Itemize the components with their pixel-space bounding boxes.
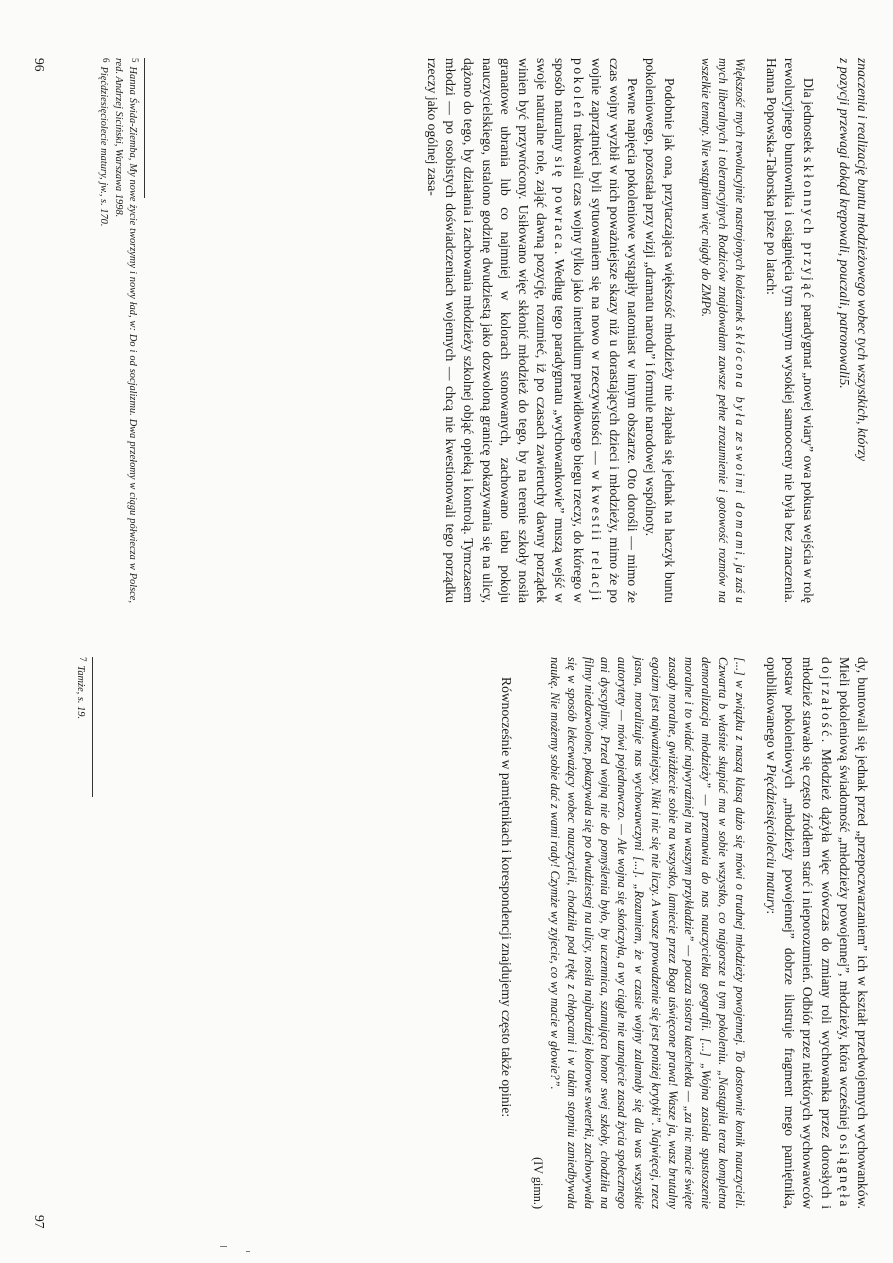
paragraph-final: Równocześnie w pamiętnikach i korespondencji znajdujemy często także opinie: (499, 677, 515, 1118)
intro-line-2: z pozycji przewagi dokąd krępowali, pouczali, patronowali5. (836, 58, 852, 389)
left-text-block (423, 58, 871, 603)
right-page (0, 632, 893, 1263)
intro-line-1: znaczenia i realizację buntu młodzieżowego wobec tych wszystkich, którzy (855, 58, 870, 462)
scan-speck (220, 1246, 227, 1247)
left-page (0, 0, 893, 630)
footnote-7: 7Tamże, s. 19. (75, 657, 88, 720)
quote-signature: (IV gimn.) (531, 1157, 546, 1209)
footnote-rule-right (92, 657, 93, 797)
footnote-6: 6Pięćdziesięciolecie matury, jw., s. 170. (97, 58, 111, 227)
right-text-block (497, 657, 871, 1209)
scan-speck (246, 1251, 250, 1252)
footnotes (96, 58, 141, 603)
page-number-right: 97 (32, 1215, 47, 1229)
paragraph-2: Podobnie jak ona, przytaczająca większość młodzieży nie złapała się jednak na haczyk buntu pokoleniowego, pozostała przy wizji „dramatu narodu” i formule narodowej wspólnoty. (643, 58, 677, 603)
block-quote-2: [...] w związku z naszą klasą dużo się mówi o trudnej młodzieży powojennej. To dostownie konik nauczycieli. Czwarta b właśnie skupiać ma w sobie wszystko, co najgorsze u tym pokoleniu. „Nastąpiła teraz kompletna demoralizacja młodzieży” — przemawia do nas nauczycielka geografii. [...] „Wojna zasiała spustoszenie moralne i to widać najwyraźniej na waszym przykładzie” — poucza siostra katechetka — „za nic macie święte zasady moralne, gwiżdżecie sobie na wszystko, lamiecie przez Boga uświęcone prawa! Wasze ja, wasz brutalny egoizm jest najważniejszy. Nikt i nic się nie liczy. A wasze prowadzenie się jest poniżej krytyki”. Najwięcej, rzecz jasna, moralizuje nas wychowawczyni [...]. „Rozumiem, że w czasie wojny zalamały się dla was wszystkie autorytety — mówi pojednawczo. — Ale wojna się skończyła, a wy ciągle nie uznajecie zasad życia społecznego ani dyscypliny. Przed wojną nie do pomyślenia było, by uczennica, szanująca honor swej szkoły, chodziła na filmy niedozwolone, pokazywała się po dwudziestej na ulicy, nosiła najbardziej kolorowe sweterki, zachowywała się w sposób lekceważący wobec nauczycieli, chodziła pod rękę z chłopcami i w takim stopniu zaniedbywała naukę. Nie możemy sobie dać z wami rady! Czymże wy zyjecie, co wy macie w głowie?”. (548, 657, 747, 1209)
page-number-left: 96 (32, 58, 47, 72)
footnote-5: 5Hanna Świda-Ziemba, My nowe życie tworzymy i nowy ład, w: Do i od socjalizmu. Dwa przełomy w ciągu półwiecza w Polsce, red. Andrzej Siciński, Warszawa 1998. (113, 58, 140, 603)
paragraph-3: Pewne napięcia pokoleniowe wystąpiły natomiast w innym obszarze. Oto dorośli — mimo że czas wojny wyzbił w nich poważniejsze skazy niż u dorastających dzieci i młodzieży, mimo że po wojnie zaprzątnięci byli sytuowaniem się na nowo w rzeczywistości — w kwestii relacji pokoleń traktowali czas wojny tylko jako interludium prawidłowego biegu rzeczy, do którego w sposób naturalny się powraca. Według tego paradygmatu „wychowankowie” muszą wejść w swoje naturalne role, zająć dawną pozycję, rozumieć, iż po czasach zawieruchy dawny porządek winien być przywrócony. Usiłowano więc skłonić młodzież do tego, by na terenie szkoły nosiła granatowe ubrania lub co najmniej w kolorach stonowanych, zachowano tabu pokoju nauczycielskiego, ustalono godzinę dwudziestą jako dozwoloną granicę pokazywania się na ulicy, dążono do tego, by działania i zachowania młodzieży szkolnej objąć opieką i kontrolą. Tymczasem młodzi — po osobistych doświadczeniach wojennych — chcą nie kwestionowali tego porządku rzeczy jako ogólnej zasa- (424, 58, 641, 604)
paragraph-1: Dla jednostek skłonnych przyjąć paradygmat „nowej wiary” owa pokusa wejścia w rolę rewolucyjnego buntownika i osiągnięcia tym samym wysokiej samooceny nie była bez znaczenia. Hanna Popowska-Taborska pisze po latach: (764, 58, 816, 603)
paragraph-continued: dy, buntowali się jednak przed „przepoczwarzaniem” ich w kształt przedwojennych wychowanków. Mieli pokoleniową świadomość „młodzieży powojennej”, młodzieży, która wcześniej osiągnęła dojrzałość. Młodzież dążyła więc wówczas do zmiany roli wychowanka przez dorosłych i młodzież stawało się często źródłem starć i nieporozumień. Odbiór przez niektórych wychowawców postaw pokoleniowych „młodzieży powojennej” dobrze ilustruje fragment mego pamiętnika, opublikowanego w Pięćdziesięcioleciu matury: (763, 657, 870, 1209)
block-quote-1: Większość mych rewolucyjnie nastrojonych koleżanek skłócona była ze swoimi domami, ja zaś u mych liberalnych i tolerancyjnych Rodziców znajdowałam zawsze pełne zrozumienie i gotowość rozmów na wszelkie tematy. Nie wstąpiłam więc nigdy do ZMP6. (699, 58, 747, 603)
footnote-rule (144, 58, 145, 198)
